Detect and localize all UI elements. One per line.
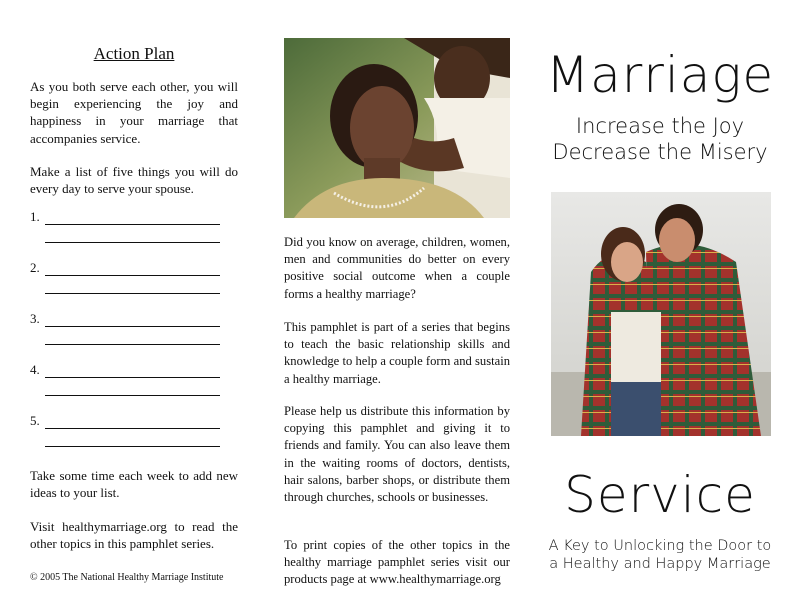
list-number: 3. xyxy=(30,311,40,327)
cover-subtitle-2: Decrease the Misery xyxy=(552,140,768,164)
distribution-request: Please help us distribute this information by copying this pamphlet and giving it to friends and family. You can also leave them in the waiting rooms of doctors, dentists, hair salons, barber shops, or distribute them through churches, schools or businesses. xyxy=(284,404,510,505)
write-in-line xyxy=(45,377,220,378)
write-in-line xyxy=(45,224,220,225)
cover-title: Marriage xyxy=(546,46,775,104)
list-item xyxy=(30,311,238,365)
list-item xyxy=(30,260,238,314)
list-number: 4. xyxy=(30,362,40,378)
couple-photo xyxy=(284,38,510,218)
intro-question: Did you know on average, children, women, men and communities do better on every positive social outcome when a couple forms a healthy marriage? xyxy=(284,235,510,301)
list-number: 2. xyxy=(30,260,40,276)
write-in-line xyxy=(45,242,220,243)
action-plan-instruction: Make a list of five things you will do every day to serve your spouse. xyxy=(30,163,238,197)
write-in-line xyxy=(45,446,220,447)
list-item xyxy=(30,209,238,263)
list-number: 1. xyxy=(30,209,40,225)
topic-title: Service xyxy=(564,466,756,524)
cover-subtitle-1: Increase the Joy xyxy=(575,114,745,138)
print-copies-note: To print copies of the other topics in the healthy marriage pamphlet series visit our products page at www.healthymarriage.org xyxy=(284,538,510,587)
list-item xyxy=(30,362,238,416)
write-in-line xyxy=(45,395,220,396)
left-panel xyxy=(30,0,238,612)
middle-panel xyxy=(284,0,510,612)
write-in-line xyxy=(45,293,220,294)
write-in-line xyxy=(45,275,220,276)
action-plan-intro: As you both serve each other, you will begin experiencing the joy and happiness in your marriage that accompanies service. xyxy=(30,79,238,146)
website-note: Visit healthymarriage.org to read the other topics in this pamphlet series. xyxy=(30,518,238,551)
tagline-line-2: a Healthy and Happy Marriage xyxy=(549,556,771,572)
action-plan-title: Action Plan xyxy=(93,44,175,63)
write-in-line xyxy=(45,326,220,327)
copyright: © 2005 The National Healthy Marriage Institute xyxy=(30,572,224,583)
right-panel xyxy=(546,0,774,612)
series-description: This pamphlet is part of a series that begins to teach the basic relationship skills and knowledge to help a couple form and sustain a healthy marriage. xyxy=(284,320,510,386)
tagline-line-1: A Key to Unlocking the Door to xyxy=(548,538,772,554)
list-number: 5. xyxy=(30,413,40,429)
couple-in-blanket-photo xyxy=(551,192,771,436)
write-in-line xyxy=(45,428,220,429)
weekly-reminder: Take some time each week to add new ideas to your list. xyxy=(30,468,238,501)
list-item xyxy=(30,413,238,467)
write-in-line xyxy=(45,344,220,345)
action-plan-list xyxy=(30,209,238,467)
